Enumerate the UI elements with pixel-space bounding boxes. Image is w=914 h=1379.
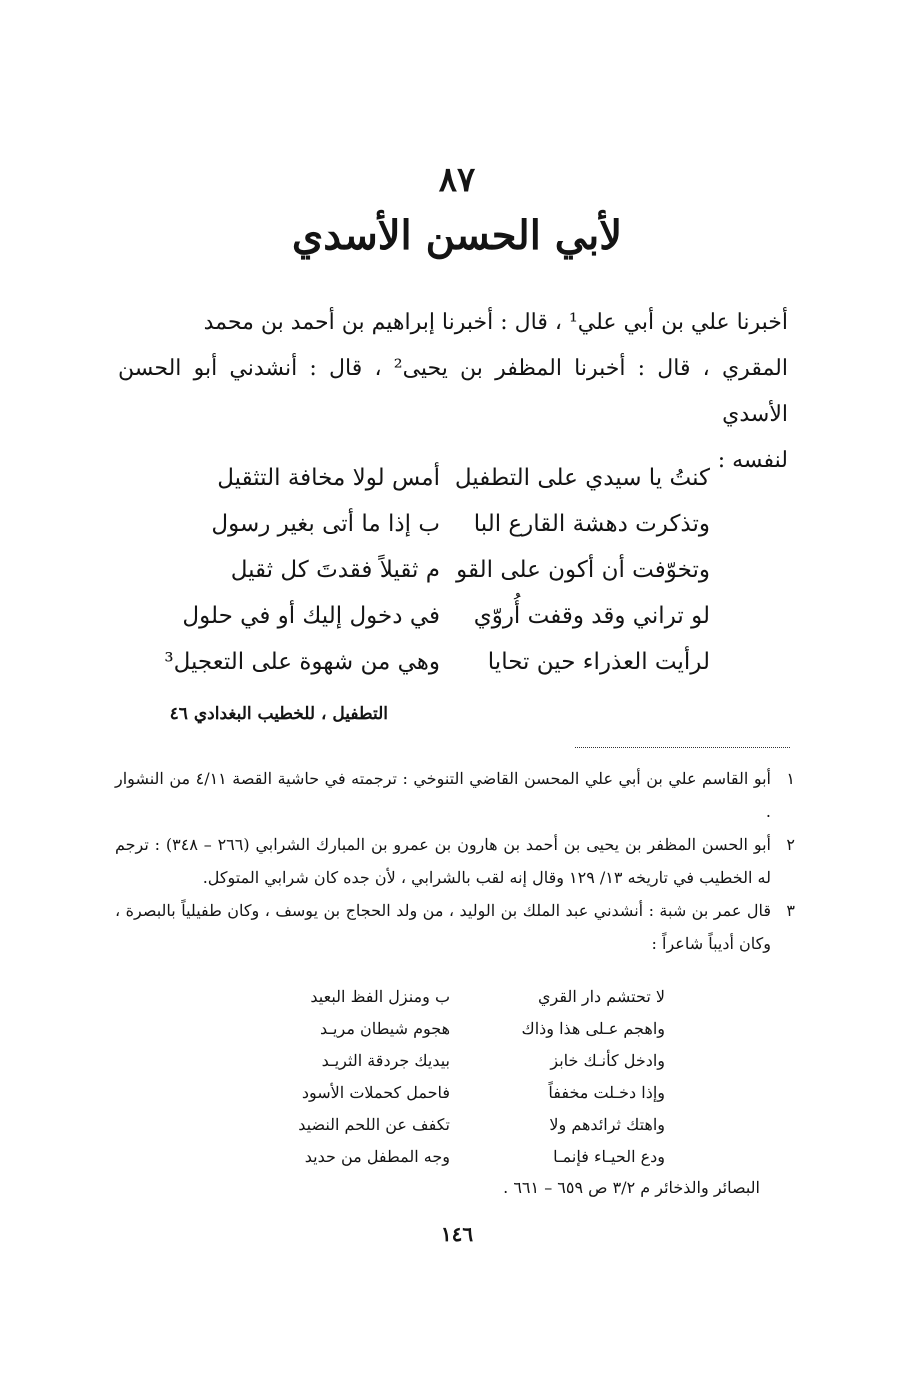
footnote-verse-line	[255, 1140, 665, 1172]
footnote-number: ٢	[786, 835, 795, 854]
first-hemistich: واهتك ثرائدهم ولا	[549, 1114, 665, 1134]
footnote-verse-line	[255, 1012, 665, 1044]
isnad-line: المقري ، قال : أخبرنا المظفر بن يحيى² ، قال : أنشدني أبو الحسن الأسدي	[118, 356, 788, 427]
second-hemistich: م ثقيلاً فقدتَ كل ثقيل	[230, 557, 440, 583]
second-hemistich: ب ومنزل الفظ البعيد	[310, 986, 450, 1006]
footnote-divider	[575, 747, 790, 748]
page-number: ١٤٦	[440, 1222, 474, 1246]
footnote-number: ٣	[786, 901, 795, 920]
verse-line	[190, 547, 710, 593]
first-hemistich: وتخوّفت أن أكون على القو	[456, 557, 710, 583]
first-hemistich: وتذكرت دهشة القارع البا	[473, 511, 710, 537]
second-hemistich: وجه المطفل من حديد	[304, 1146, 450, 1166]
footnote	[115, 894, 795, 960]
footnote-verses	[255, 980, 665, 1172]
first-hemistich: واهجم عـلى هذا وذاك	[521, 1018, 665, 1038]
second-hemistich: ب إذا ما أتى بغير رسول	[211, 511, 440, 537]
first-hemistich: كنتُ يا سيدي على التطفيل	[454, 465, 710, 491]
second-hemistich: وهي من شهوة على التعجيل³	[164, 649, 440, 675]
verse-line	[190, 501, 710, 547]
footnote	[115, 762, 795, 828]
second-hemistich: بيديك جردقة الثريـد	[321, 1050, 450, 1070]
poem-title: لأبي الحسن الأسدي	[291, 212, 623, 259]
isnad-line: لنفسه :	[717, 448, 788, 473]
second-hemistich: أمس لولا مخافة التثقيل	[217, 465, 440, 491]
poem-verses	[164, 455, 710, 685]
footnote-verse-line	[255, 980, 665, 1012]
footnote	[115, 828, 795, 894]
second-hemistich: في دخول إليك أو في حلول	[182, 603, 440, 629]
first-hemistich: لا تحتشم دار القري	[538, 986, 665, 1006]
first-hemistich: ودع الحيـاء فإنمـا	[553, 1146, 665, 1166]
poem-number: ٨٧	[438, 160, 476, 200]
second-hemistich: هجوم شيطان مريـد	[319, 1018, 450, 1038]
footnote-text: أبو الحسن المظفر بن يحيى بن أحمد بن هارون بن عمرو بن المبارك الشرابي (٢٦٦ – ٣٤٨) : ترجم له الخطيب في تاريخه ١٣/ ١٢٩ وقال إنه لقب بالشرابي ، لأن جده كان شرابي المتوكل.	[115, 835, 771, 887]
footnote-verse-line	[255, 1044, 665, 1076]
first-hemistich: لو تراني وقد وقفت أُروّي	[473, 603, 710, 629]
second-hemistich: تكفف عن اللحم النضيد	[298, 1114, 450, 1134]
first-hemistich: وادخل كأنـك خابز	[550, 1050, 665, 1070]
footnote-text: أبو القاسم علي بن أبي علي المحسن القاضي التنوخي : ترجمته في حاشية القصة ٤/١١ من النشوار .	[115, 769, 772, 821]
first-hemistich: وإذا دخـلت مخففاً	[548, 1082, 665, 1102]
isnad-line: أخبرنا علي بن أبي علي¹ ، قال : أخبرنا إبراهيم بن أحمد بن محمد	[203, 310, 788, 335]
footnote-number: ١	[786, 769, 795, 788]
verse-line	[164, 639, 710, 685]
footnote-text: قال عمر بن شبة : أنشدني عبد الملك بن الوليد ، من ولد الحجاج بن يوسف ، وكان طفيلياً بالبصرة ، وكان أديباً شاعراً :	[115, 901, 771, 953]
footnote-verse-line	[255, 1076, 665, 1108]
verse-line	[190, 455, 710, 501]
footnote-verse-line	[255, 1108, 665, 1140]
verse-line	[182, 593, 710, 639]
second-hemistich: فاحمل كحملات الأسود	[301, 1082, 450, 1102]
footnote-source: البصائر والذخائر م ٣/٢ ص ٦٥٩ – ٦٦١ .	[503, 1178, 760, 1197]
source-citation: التطفيل ، للخطيب البغدادي ٤٦	[169, 704, 388, 724]
footnotes	[115, 762, 795, 960]
first-hemistich: لرأيت العذراء حين تحايا	[487, 649, 710, 675]
